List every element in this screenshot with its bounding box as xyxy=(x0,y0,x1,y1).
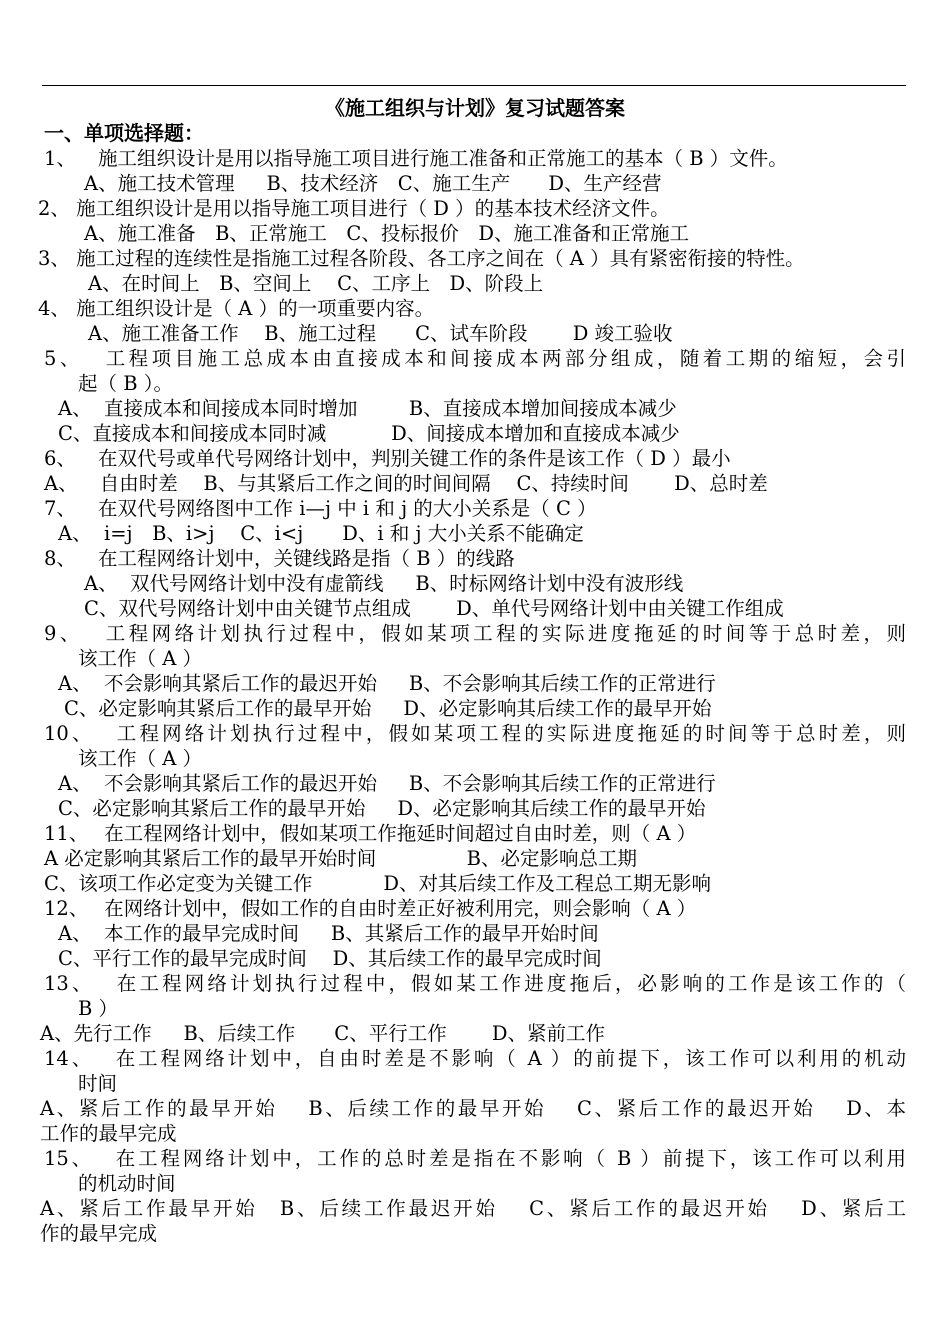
text-line: C、必定影响其紧后工作的最早开始 D、必定影响其后续工作的最早开始 xyxy=(64,697,712,720)
text-line: A、紧后工作最早开始 B、后续工作最迟开始 C、紧后工作的最迟开始 D、紧后工 xyxy=(40,1197,906,1220)
text-line: 的机动时间 xyxy=(78,1172,176,1195)
text-line: C、直接成本和间接成本同时减 D、间接成本增加和直接成本减少 xyxy=(58,422,680,445)
text-line: C、该项工作必定变为关键工作 D、对其后续工作及工程总工期无影响 xyxy=(44,872,711,895)
text-line: A、 双代号网络计划中没有虚箭线 B、时标网络计划中没有波形线 xyxy=(84,572,684,595)
text-line: 8、 在工程网络计划中，关键线路是指（ B ）的线路 xyxy=(44,547,515,570)
section-heading: 一、单项选择题： xyxy=(44,121,204,145)
text-line: A、施工技术管理 B、技术经济 C、施工生产 D、生产经营 xyxy=(84,172,662,195)
text-line: 6、 在双代号或单代号网络计划中，判别关键工作的条件是该工作（ D ）最小 xyxy=(44,447,731,470)
text-line: A、在时间上 B、空间上 C、工序上 D、阶段上 xyxy=(88,272,544,295)
text-line: 5、 工程项目施工总成本由直接成本和间接成本两部分组成，随着工期的缩短，会引 xyxy=(44,347,906,370)
header-rule xyxy=(42,85,906,86)
text-line: A、施工准备工作 B、施工过程 C、试车阶段 D 竣工验收 xyxy=(88,322,673,345)
text-line: A、 不会影响其紧后工作的最迟开始 B、不会影响其后续工作的正常进行 xyxy=(58,672,716,695)
text-line: 4、 施工组织设计是（ A ）的一项重要内容。 xyxy=(38,297,435,320)
text-line: 15、 在工程网络计划中，工作的总时差是指在不影响（ B ）前提下，该工作可以利用 xyxy=(44,1147,906,1170)
text-line: 该工作（ A ） xyxy=(78,647,202,670)
text-line: A、 i=j B、i>j C、i<j D、i 和 j 大小关系不能确定 xyxy=(58,522,584,545)
text-line: C、必定影响其紧后工作的最早开始 D、必定影响其后续工作的最早开始 xyxy=(58,797,706,820)
text-line: A、紧后工作的最早开始 B、后续工作的最早开始 C、紧后工作的最迟开始 D、本 xyxy=(40,1097,906,1120)
text-line: 10、 工程网络计划执行过程中，假如某项工程的实际进度拖延的时间等于总时差，则 xyxy=(44,722,906,745)
text-line: A 必定影响其紧后工作的最早开始时间 B、必定影响总工期 xyxy=(44,847,638,870)
text-line: 起（ B ）。 xyxy=(78,372,173,395)
text-line: B ） xyxy=(78,997,119,1020)
text-line: A、 自由时差 B、与其紧后工作之间的时间间隔 C、持续时间 D、总时差 xyxy=(44,472,768,495)
text-line: 1、 施工组织设计是用以指导施工项目进行施工准备和正常施工的基本（ B ）文件。 xyxy=(44,147,788,170)
text-line: A、先行工作 B、后续工作 C、平行工作 D、紧前工作 xyxy=(40,1022,606,1045)
text-line: A、 直接成本和间接成本同时增加 B、直接成本增加间接成本减少 xyxy=(58,397,677,420)
text-line: 14、 在工程网络计划中，自由时差是不影响（ A ）的前提下，该工作可以利用的机动 xyxy=(44,1047,906,1070)
text-line: A、施工准备 B、正常施工 C、投标报价 D、施工准备和正常施工 xyxy=(84,222,689,245)
text-line: 7、 在双代号网络图中工作 i—j 中 i 和 j 的大小关系是（ C ） xyxy=(44,497,597,520)
text-line: 9、 工程网络计划执行过程中，假如某项工程的实际进度拖延的时间等于总时差，则 xyxy=(44,622,906,645)
text-line: 该工作（ A ） xyxy=(78,747,202,770)
text-line: 13、 在工程网络计划执行过程中，假如某工作进度拖后，必影响的工作是该工作的（ xyxy=(44,972,906,995)
text-line: C、平行工作的最早完成时间 D、其后续工作的最早完成时间 xyxy=(58,947,602,970)
text-line: A、 不会影响其紧后工作的最迟开始 B、不会影响其后续工作的正常进行 xyxy=(58,772,716,795)
text-line: 时间 xyxy=(78,1072,118,1095)
text-line: 工作的最早完成 xyxy=(40,1122,177,1145)
text-line: A、 本工作的最早完成时间 B、其紧后工作的最早开始时间 xyxy=(58,922,599,945)
text-line: 12、 在网络计划中，假如工作的自由时差正好被利用完，则会影响（ A ） xyxy=(44,897,697,920)
text-line: 3、 施工过程的连续性是指施工过程各阶段、各工序之间在（ A ）具有紧密衔接的特性。 xyxy=(38,247,805,270)
text-line: 11、 在工程网络计划中，假如某项工作拖延时间超过自由时差，则（ A ） xyxy=(44,822,697,845)
page-title: 《施工组织与计划》复习试题答案 xyxy=(325,96,625,120)
text-line: 2、 施工组织设计是用以指导施工项目进行（ D ）的基本技术经济文件。 xyxy=(38,197,670,220)
text-line: 作的最早完成 xyxy=(40,1222,158,1245)
text-line: C、双代号网络计划中由关键节点组成 D、单代号网络计划中由关键工作组成 xyxy=(84,597,784,620)
